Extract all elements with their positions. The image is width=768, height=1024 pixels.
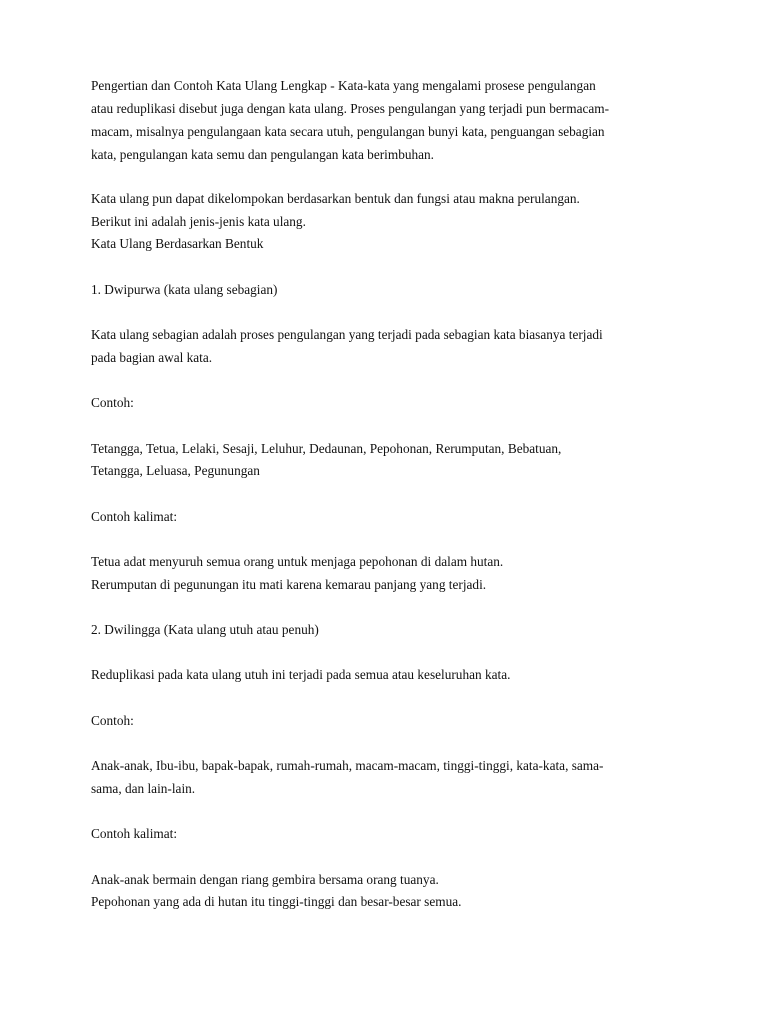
section-title: Kata Ulang Berdasarkan Bentuk <box>91 236 264 251</box>
dwipurwa-heading: 1. Dwipurwa (kata ulang sebagian) <box>91 282 278 297</box>
dwipurwa-sentences-label: Contoh kalimat: <box>91 509 178 524</box>
dwilingga-sentence-1: Anak-anak bermain dengan riang gembira bersama orang tuanya. <box>91 872 439 887</box>
grouping-line-2: Berikut ini adalah jenis-jenis kata ulang. <box>91 214 306 229</box>
dwilingga-heading: 2. Dwilingga (Kata ulang utuh atau penuh) <box>91 622 319 637</box>
dwilingga-examples-line-1: Anak-anak, Ibu-ibu, bapak-bapak, rumah-rumah, macam-macam, tinggi-tinggi, kata-kata, sama- <box>91 758 604 773</box>
dwilingga-examples-label: Contoh: <box>91 713 134 728</box>
dwilingga-desc-line-1: Reduplikasi pada kata ulang utuh ini terjadi pada semua atau keseluruhan kata. <box>91 667 511 682</box>
dwipurwa-sentence-1: Tetua adat menyuruh semua orang untuk menjaga pepohonan di dalam hutan. <box>91 554 504 569</box>
dwilingga-sentence-2: Pepohonan yang ada di hutan itu tinggi-tinggi dan besar-besar semua. <box>91 894 462 909</box>
intro-line-1: Pengertian dan Contoh Kata Ulang Lengkap - Kata-kata yang mengalami prosese pengulangan <box>91 78 596 93</box>
dwipurwa-desc-line-2: pada bagian awal kata. <box>91 350 213 365</box>
dwipurwa-examples-label: Contoh: <box>91 395 134 410</box>
dwilingga-examples-line-2: sama, dan lain-lain. <box>91 781 196 796</box>
dwipurwa-examples-line-2: Tetangga, Leluasa, Pegunungan <box>91 463 260 478</box>
dwipurwa-examples-line-1: Tetangga, Tetua, Lelaki, Sesaji, Leluhur, Dedaunan, Pepohonan, Rerumputan, Bebatuan, <box>91 441 562 456</box>
dwipurwa-desc-line-1: Kata ulang sebagian adalah proses pengulangan yang terjadi pada sebagian kata biasanya terjadi <box>91 327 603 342</box>
intro-line-3: macam, misalnya pengulangaan kata secara utuh, pengulangan bunyi kata, penguangan sebagian <box>91 124 605 139</box>
intro-line-2: atau reduplikasi disebut juga dengan kata ulang. Proses pengulangan yang terjadi pun bermacam- <box>91 101 610 116</box>
dwipurwa-sentence-2: Rerumputan di pegunungan itu mati karena kemarau panjang yang terjadi. <box>91 577 487 592</box>
intro-line-4: kata, pengulangan kata semu dan pengulangan kata berimbuhan. <box>91 147 435 162</box>
dwilingga-sentences-label: Contoh kalimat: <box>91 826 178 841</box>
grouping-line-1: Kata ulang pun dapat dikelompokan berdasarkan bentuk dan fungsi atau makna perulangan. <box>91 191 580 206</box>
